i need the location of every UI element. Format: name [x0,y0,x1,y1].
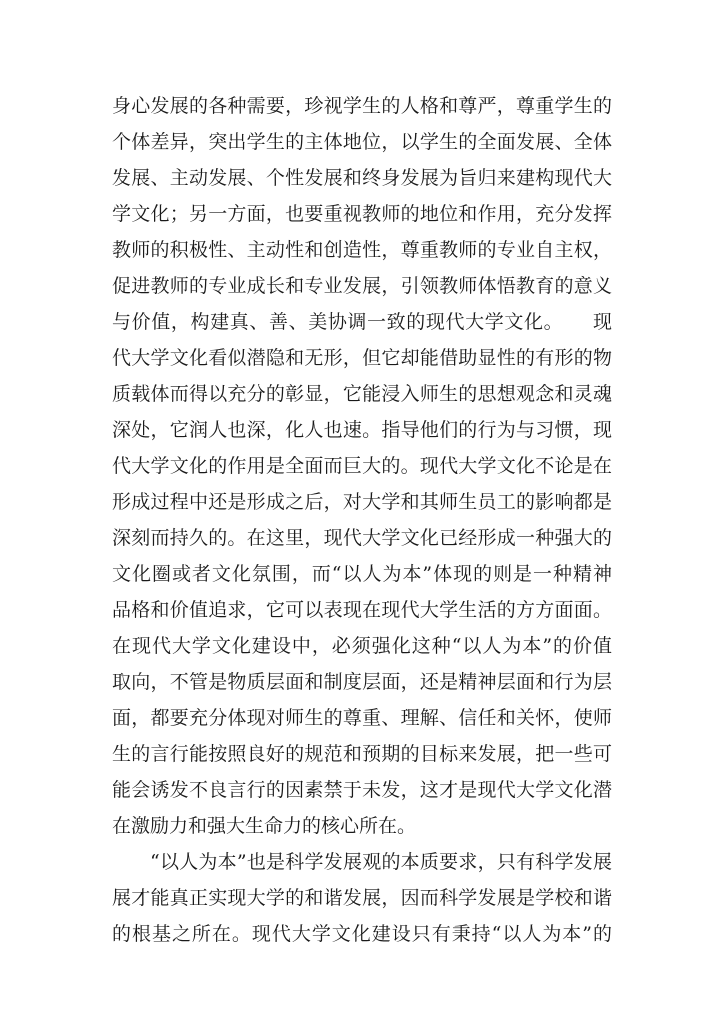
text-line: 文化圈或者文化氛围，而“以人为本”体现的则是一种精神 [112,563,612,585]
text-line: 形成过程中还是形成之后，对大学和其师生员工的影响都是 [112,491,612,513]
text-line: 深处，它润人也深，化人也速。指导他们的行为与习惯，现 [112,419,612,441]
text-line: 学文化；另一方面，也要重视教师的地位和作用，充分发挥 [112,203,612,225]
text-line: 取向，不管是物质层面和制度层面，还是精神层面和行为层 [112,671,612,693]
text-line: 与价值，构建真、善、美协调一致的现代大学文化。 现 [112,311,612,333]
text-line: 代大学文化的作用是全面而巨大的。现代大学文化不论是在 [112,455,612,477]
text-line: 生的言行能按照良好的规范和预期的目标来发展，把一些可 [112,743,612,765]
text-line: 品格和价值追求，它可以表现在现代大学生活的方方面面。 [112,599,612,621]
text-line: 在激励力和强大生命力的核心所在。 [112,815,417,837]
text-line: 促进教师的专业成长和专业发展，引领教师体悟教育的意义 [112,275,612,297]
text-line: “以人为本”也是科学发展观的本质要求，只有科学发展 [150,851,612,873]
text-line: 质载体而得以充分的彰显，它能浸入师生的思想观念和灵魂 [112,383,612,405]
text-line: 面，都要充分体现对师生的尊重、理解、信任和关怀，使师 [112,707,612,729]
text-line: 在现代大学文化建设中，必须强化这种“以人为本”的价值 [112,635,612,657]
text-line: 深刻而持久的。在这里，现代大学文化已经形成一种强大的 [112,527,612,549]
text-line: 能会诱发不良言行的因素禁于未发，这才是现代大学文化潜 [112,779,612,801]
text-line: 展才能真正实现大学的和谐发展，因而科学发展是学校和谐 [112,887,612,909]
text-line: 的根基之所在。现代大学文化建设只有秉持“以人为本”的 [112,923,612,945]
text-line: 个体差异，突出学生的主体地位，以学生的全面发展、全体 [112,131,612,153]
text-line: 身心发展的各种需要，珍视学生的人格和尊严，尊重学生的 [112,95,612,117]
text-line: 教师的积极性、主动性和创造性，尊重教师的专业自主权， [112,239,612,261]
text-line: 代大学文化看似潜隐和无形，但它却能借助显性的有形的物 [112,347,612,369]
text-line: 发展、主动发展、个性发展和终身发展为旨归来建构现代大 [112,167,612,189]
